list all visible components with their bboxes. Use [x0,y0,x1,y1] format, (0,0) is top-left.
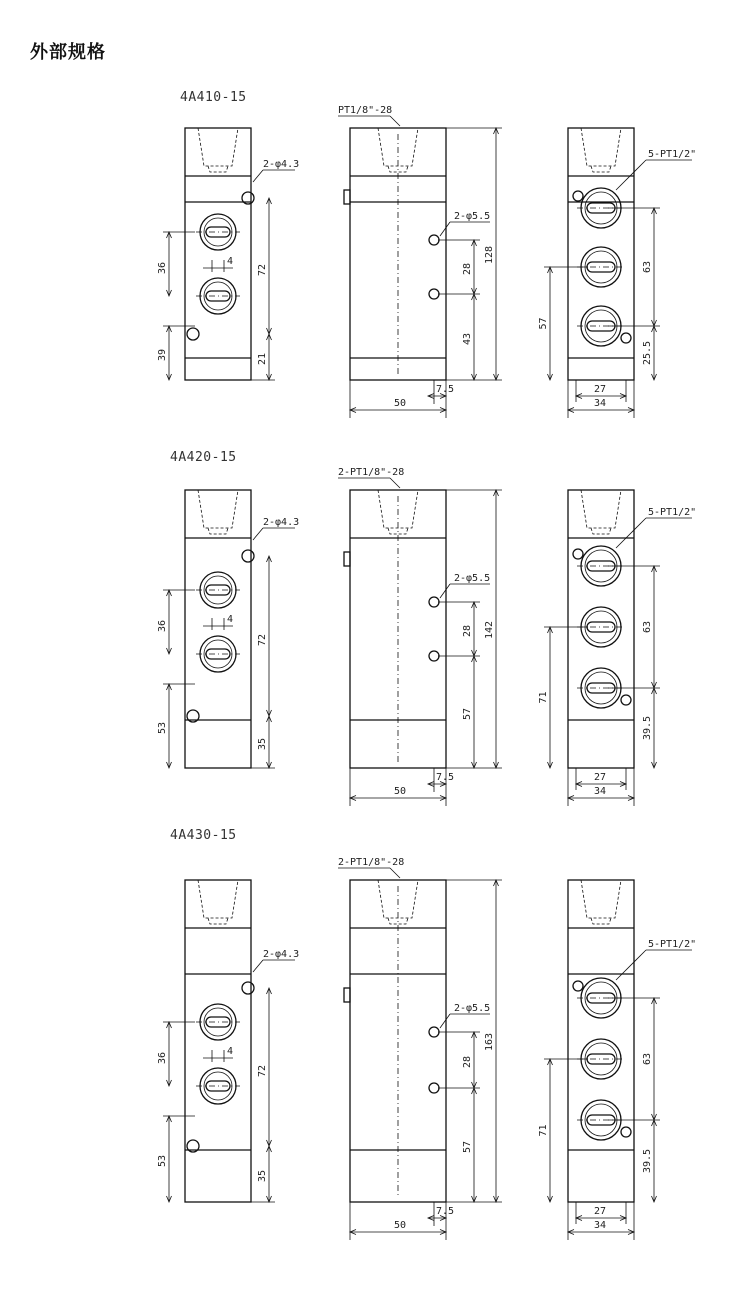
pilot-cavity [198,128,238,166]
pilot-port-label: PT1/8"-28 [338,105,393,116]
pilot-cavity [198,880,238,918]
dimension-label: 57 [462,1140,473,1153]
dimension-label: 27 [594,384,607,395]
leader-line [616,950,646,980]
manual-override [344,552,350,566]
dimension-label: 27 [594,772,607,783]
mount-hole [573,549,583,559]
leader-line [390,868,400,878]
dimension-label: 71 [538,691,549,704]
dimension-label: 35 [257,1169,268,1182]
side-hole-label: 2-φ5.5 [454,573,491,584]
model-label-4a420: 4A420-15 [170,450,237,465]
dimension-label: 34 [594,1220,607,1231]
dimension-label: 128 [484,245,495,264]
dimension-label: 50 [394,1220,407,1231]
dimension-label: 71 [538,1124,549,1137]
pilot-cavity [581,880,621,918]
pilot-cavity [208,918,228,924]
ports-label: 5-PT1/2" [648,507,697,518]
dimension-label: 142 [484,620,495,639]
model-label-4a410: 4A410-15 [180,90,247,105]
ports-label: 5-PT1/2" [648,939,697,950]
dimension-label: 28 [462,624,473,637]
leader-line [390,116,400,126]
leader-line [440,222,450,236]
dimension-label: 34 [594,398,607,409]
dimension-label: 4 [227,256,234,267]
pilot-cavity [581,490,621,528]
dimension-label: 39.5 [642,1148,653,1173]
page-title: 外部规格 [30,42,106,63]
dimension-label: 63 [642,1052,653,1065]
leader-line [616,518,646,548]
mount-hole-label: 2-φ4.3 [263,517,300,528]
mount-hole-label: 2-φ4.3 [263,159,300,170]
model-drawing-group-2 [157,467,696,806]
dimension-label: 36 [157,1051,168,1064]
dimension-label: 50 [394,786,407,797]
dimension-label: 57 [462,707,473,720]
side-hole-label: 2-φ5.5 [454,211,491,222]
side-hole [429,235,439,245]
dimension-label: 163 [484,1032,495,1051]
dimension-label: 4 [227,1046,234,1057]
pilot-cavity [591,918,611,924]
mount-hole [621,333,631,343]
dimension-label: 4 [227,614,234,625]
mount-hole [242,550,254,562]
dimension-label: 53 [157,1154,168,1167]
mount-hole [573,191,583,201]
dimension-label: 7.5 [436,1206,455,1217]
mount-hole [242,982,254,994]
leader-line [440,1014,450,1028]
pilot-cavity [198,490,238,528]
dimension-label: 43 [462,332,473,345]
dimension-label: 28 [462,262,473,275]
pilot-port-label: 2-PT1/8"-28 [338,467,405,478]
dimension-label: 63 [642,260,653,273]
manual-override [344,988,350,1002]
pilot-port-label: 2-PT1/8"-28 [338,857,405,868]
dimension-label: 7.5 [436,384,455,395]
pilot-cavity [591,166,611,172]
front-view-outline [185,490,251,768]
dimension-label: 7.5 [436,772,455,783]
dimension-label: 21 [257,352,268,365]
mount-hole [187,328,199,340]
mount-hole [621,1127,631,1137]
dimension-label: 34 [594,786,607,797]
pilot-cavity [208,166,228,172]
side-hole [429,597,439,607]
dimension-label: 35 [257,737,268,750]
leader-line [253,960,263,972]
pilot-cavity [591,528,611,534]
side-hole [429,651,439,661]
mount-hole-label: 2-φ4.3 [263,949,300,960]
dimension-label: 27 [594,1206,607,1217]
model-drawing-group-3 [157,857,696,1240]
mount-hole [573,981,583,991]
leader-line [390,478,400,488]
dimension-label: 25.5 [642,340,653,365]
side-hole [429,1027,439,1037]
dimension-label: 63 [642,620,653,633]
ports-label: 5-PT1/2" [648,149,697,160]
model-label-4a430: 4A430-15 [170,828,237,843]
side-hole [429,289,439,299]
pilot-cavity [581,128,621,166]
dimension-label: 57 [538,317,549,330]
leader-line [253,170,263,182]
side-hole-label: 2-φ5.5 [454,1003,491,1014]
dimension-label: 36 [157,261,168,274]
leader-line [616,160,646,190]
pilot-cavity [208,528,228,534]
leader-line [440,584,450,598]
dimension-label: 53 [157,721,168,734]
dimension-label: 72 [257,263,268,276]
dimension-label: 36 [157,619,168,632]
model-drawing-group-1 [157,105,696,418]
dimension-label: 39.5 [642,715,653,740]
dimension-label: 39 [157,348,168,361]
dimension-label: 28 [462,1055,473,1068]
rear-view-outline [568,490,634,768]
dimension-label: 72 [257,633,268,646]
dimension-label: 50 [394,398,407,409]
mount-hole [621,695,631,705]
side-hole [429,1083,439,1093]
leader-line [253,528,263,540]
manual-override [344,190,350,204]
dimension-label: 72 [257,1064,268,1077]
